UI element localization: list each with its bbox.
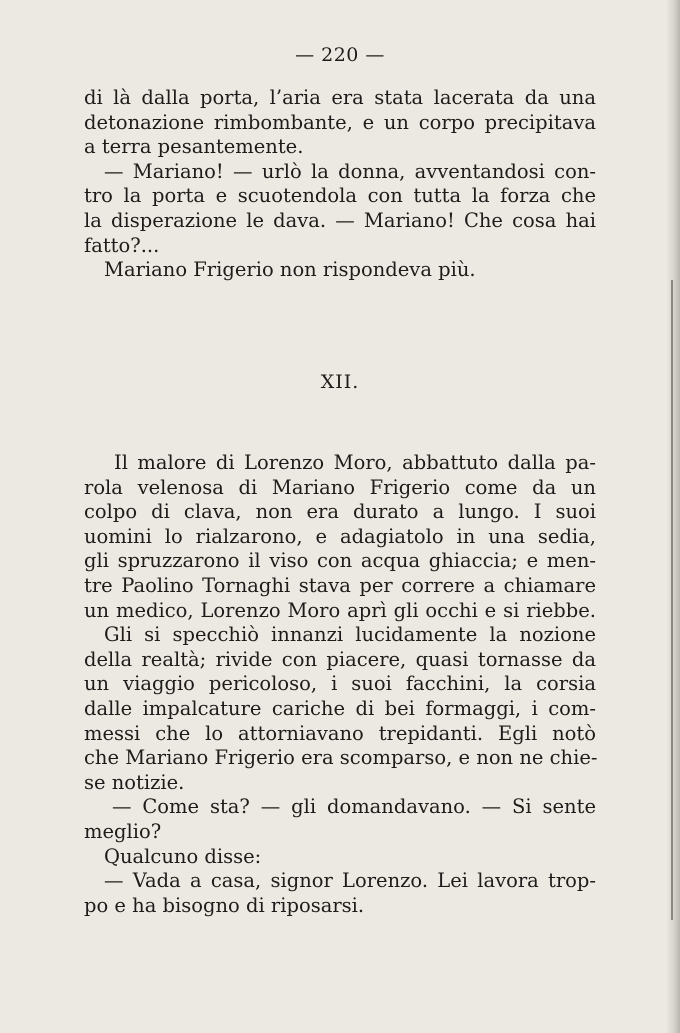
text-line: la disperazione le dava. — Mariano! Che cosa hai xyxy=(84,208,596,232)
text-line: di là dalla porta, l’aria era stata lacerata da una xyxy=(84,86,596,109)
text-line: tro la porta e scuotendola con tutta la forza che xyxy=(84,184,596,208)
text-line: uomini lo rialzarono, e adagiatolo in una sedia, xyxy=(84,524,596,548)
chapter-heading: XII. xyxy=(320,371,360,393)
text-line: un viaggio pericoloso, i suoi facchini, la corsia xyxy=(84,672,596,696)
text-line: gli spruzzarono il viso con acqua ghiaccia; e men- xyxy=(84,549,596,573)
page-number: — 220 — xyxy=(295,44,385,66)
text-line: Mariano Frigerio non rispondeva più. xyxy=(104,258,476,282)
text-line: — Come sta? — gli domandavano. — Si sente xyxy=(112,795,596,819)
text-line: rola velenosa di Mariano Frigerio come da un xyxy=(84,475,596,499)
text-line: se notizie. xyxy=(84,770,185,794)
text-line: che Mariano Frigerio era scomparso, e non ne chie- xyxy=(84,746,598,770)
text-line: a terra pesantemente. xyxy=(84,135,304,159)
text-line: detonazione rimbombante, e un corpo precipitava xyxy=(84,110,596,134)
text-line: messi che lo attorniavano trepidanti. Egli notò xyxy=(84,721,596,745)
text-line: Il malore di Lorenzo Moro, abbattuto dalla pa- xyxy=(114,451,596,474)
text-line: della realtà; rivide con piacere, quasi tornasse da xyxy=(84,647,596,671)
page-edge-shadow xyxy=(666,0,680,1033)
text-line: fatto?... xyxy=(84,233,160,257)
text-line: po e ha bisogno di riposarsi. xyxy=(84,893,365,917)
text-line: — Vada a casa, signor Lorenzo. Lei lavora trop- xyxy=(104,869,596,893)
text-line: tre Paolino Tornaghi stava per correre a chiamare xyxy=(84,573,596,597)
text-block-top xyxy=(84,86,596,283)
text-line: Qualcuno disse: xyxy=(104,844,262,868)
text-line: meglio? xyxy=(84,819,162,843)
text-line: Gli si specchiò innanzi lucidamente la nozione xyxy=(104,623,596,647)
text-line: — Mariano! — urlò la donna, avventandosi con- xyxy=(104,159,596,183)
text-line: colpo di clava, non era durato a lungo. I suoi xyxy=(84,500,596,524)
text-block-bottom xyxy=(84,451,596,918)
text-line: un medico, Lorenzo Moro aprì gli occhi e si riebbe. xyxy=(84,598,596,622)
text-line: dalle impalcature cariche di bei formaggi, i com- xyxy=(84,696,596,720)
